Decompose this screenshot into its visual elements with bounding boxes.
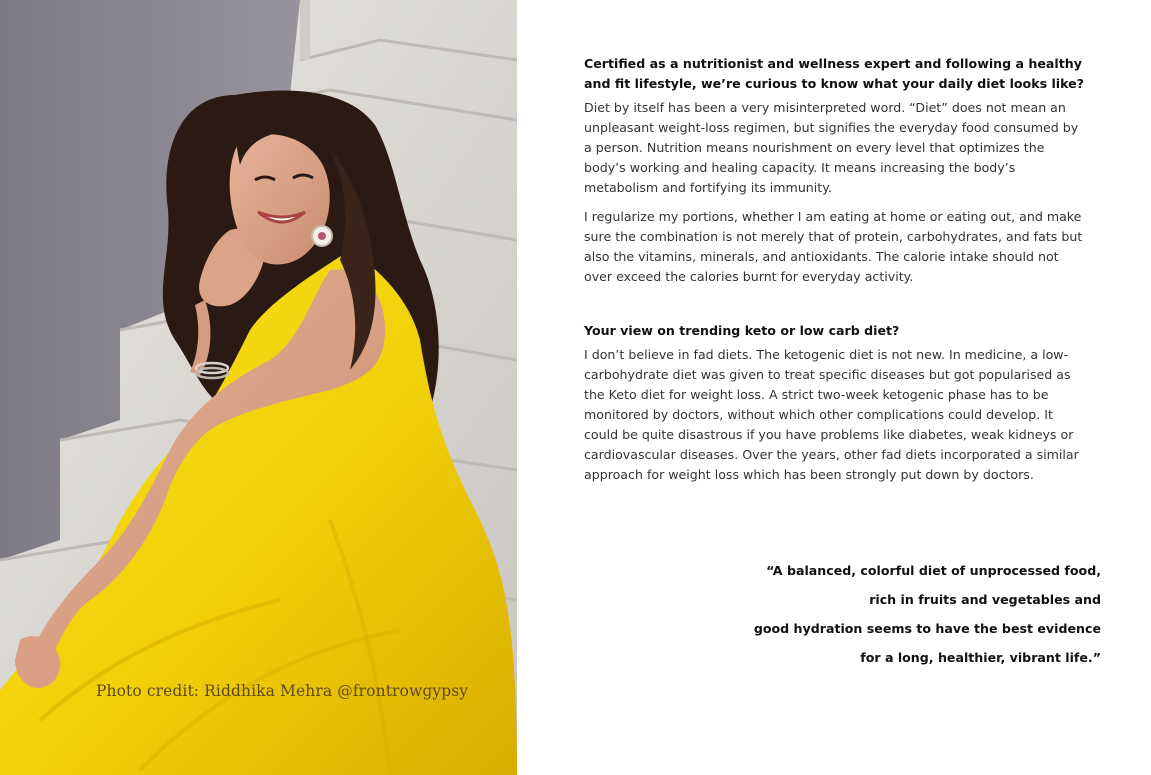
answer-paragraph: Diet by itself has been a very misinterpreted word. “Diet” does not mean an unpleasant weight-loss regimen, but signifies the everyday food consumed by a person. Nutrition means nourishment on every level that optimizes the body’s working and healing capacity. It means increasing the body’s metabolism and fortifying its immunity. xyxy=(584,100,1079,195)
portrait-illustration xyxy=(0,0,517,775)
pull-quote-line: “A balanced, colorful diet of unprocessed food, xyxy=(766,563,1101,578)
answer-paragraph: I don’t believe in fad diets. The ketogenic diet is not new. In medicine, a low-carbohydrate diet was given to treat specific diseases but got popularised as the Keto diet for weight loss. A strict two-week ketogenic phase has to be monitored by doctors, without which other complications could develop. It could be quite disastrous if you have problems like diabetes, weak kidneys or cardiovascular diseases. Over the years, other fad diets incorporated a similar approach for weight loss which has been strongly put down by doctors. xyxy=(584,347,1079,482)
article-body xyxy=(584,54,1089,494)
pull-quote-line: good hydration seems to have the best evidence xyxy=(753,621,1101,636)
pull-quote-line: rich in fruits and vegetables and xyxy=(869,592,1101,607)
answer-paragraph: I regularize my portions, whether I am eating at home or eating out, and make sure the combination is not merely that of protein, carbohydrates, and fats but also the vitamins, minerals, and antioxidants. The calorie intake should not over exceed the calories burnt for everyday activity. xyxy=(584,209,1083,284)
interview-question-1: Certified as a nutritionist and wellness expert and following a healthy and fit lifestyle, we’re curious to know what your daily diet looks like? xyxy=(584,56,1084,91)
portrait-photo xyxy=(0,0,517,775)
photo-credit: Photo credit: Riddhika Mehra @frontrowgypsy xyxy=(96,682,469,700)
pull-quote-line: for a long, healthier, vibrant life.” xyxy=(860,650,1101,665)
pull-quote xyxy=(700,556,1101,672)
interview-question-2: Your view on trending keto or low carb diet? xyxy=(584,323,900,338)
